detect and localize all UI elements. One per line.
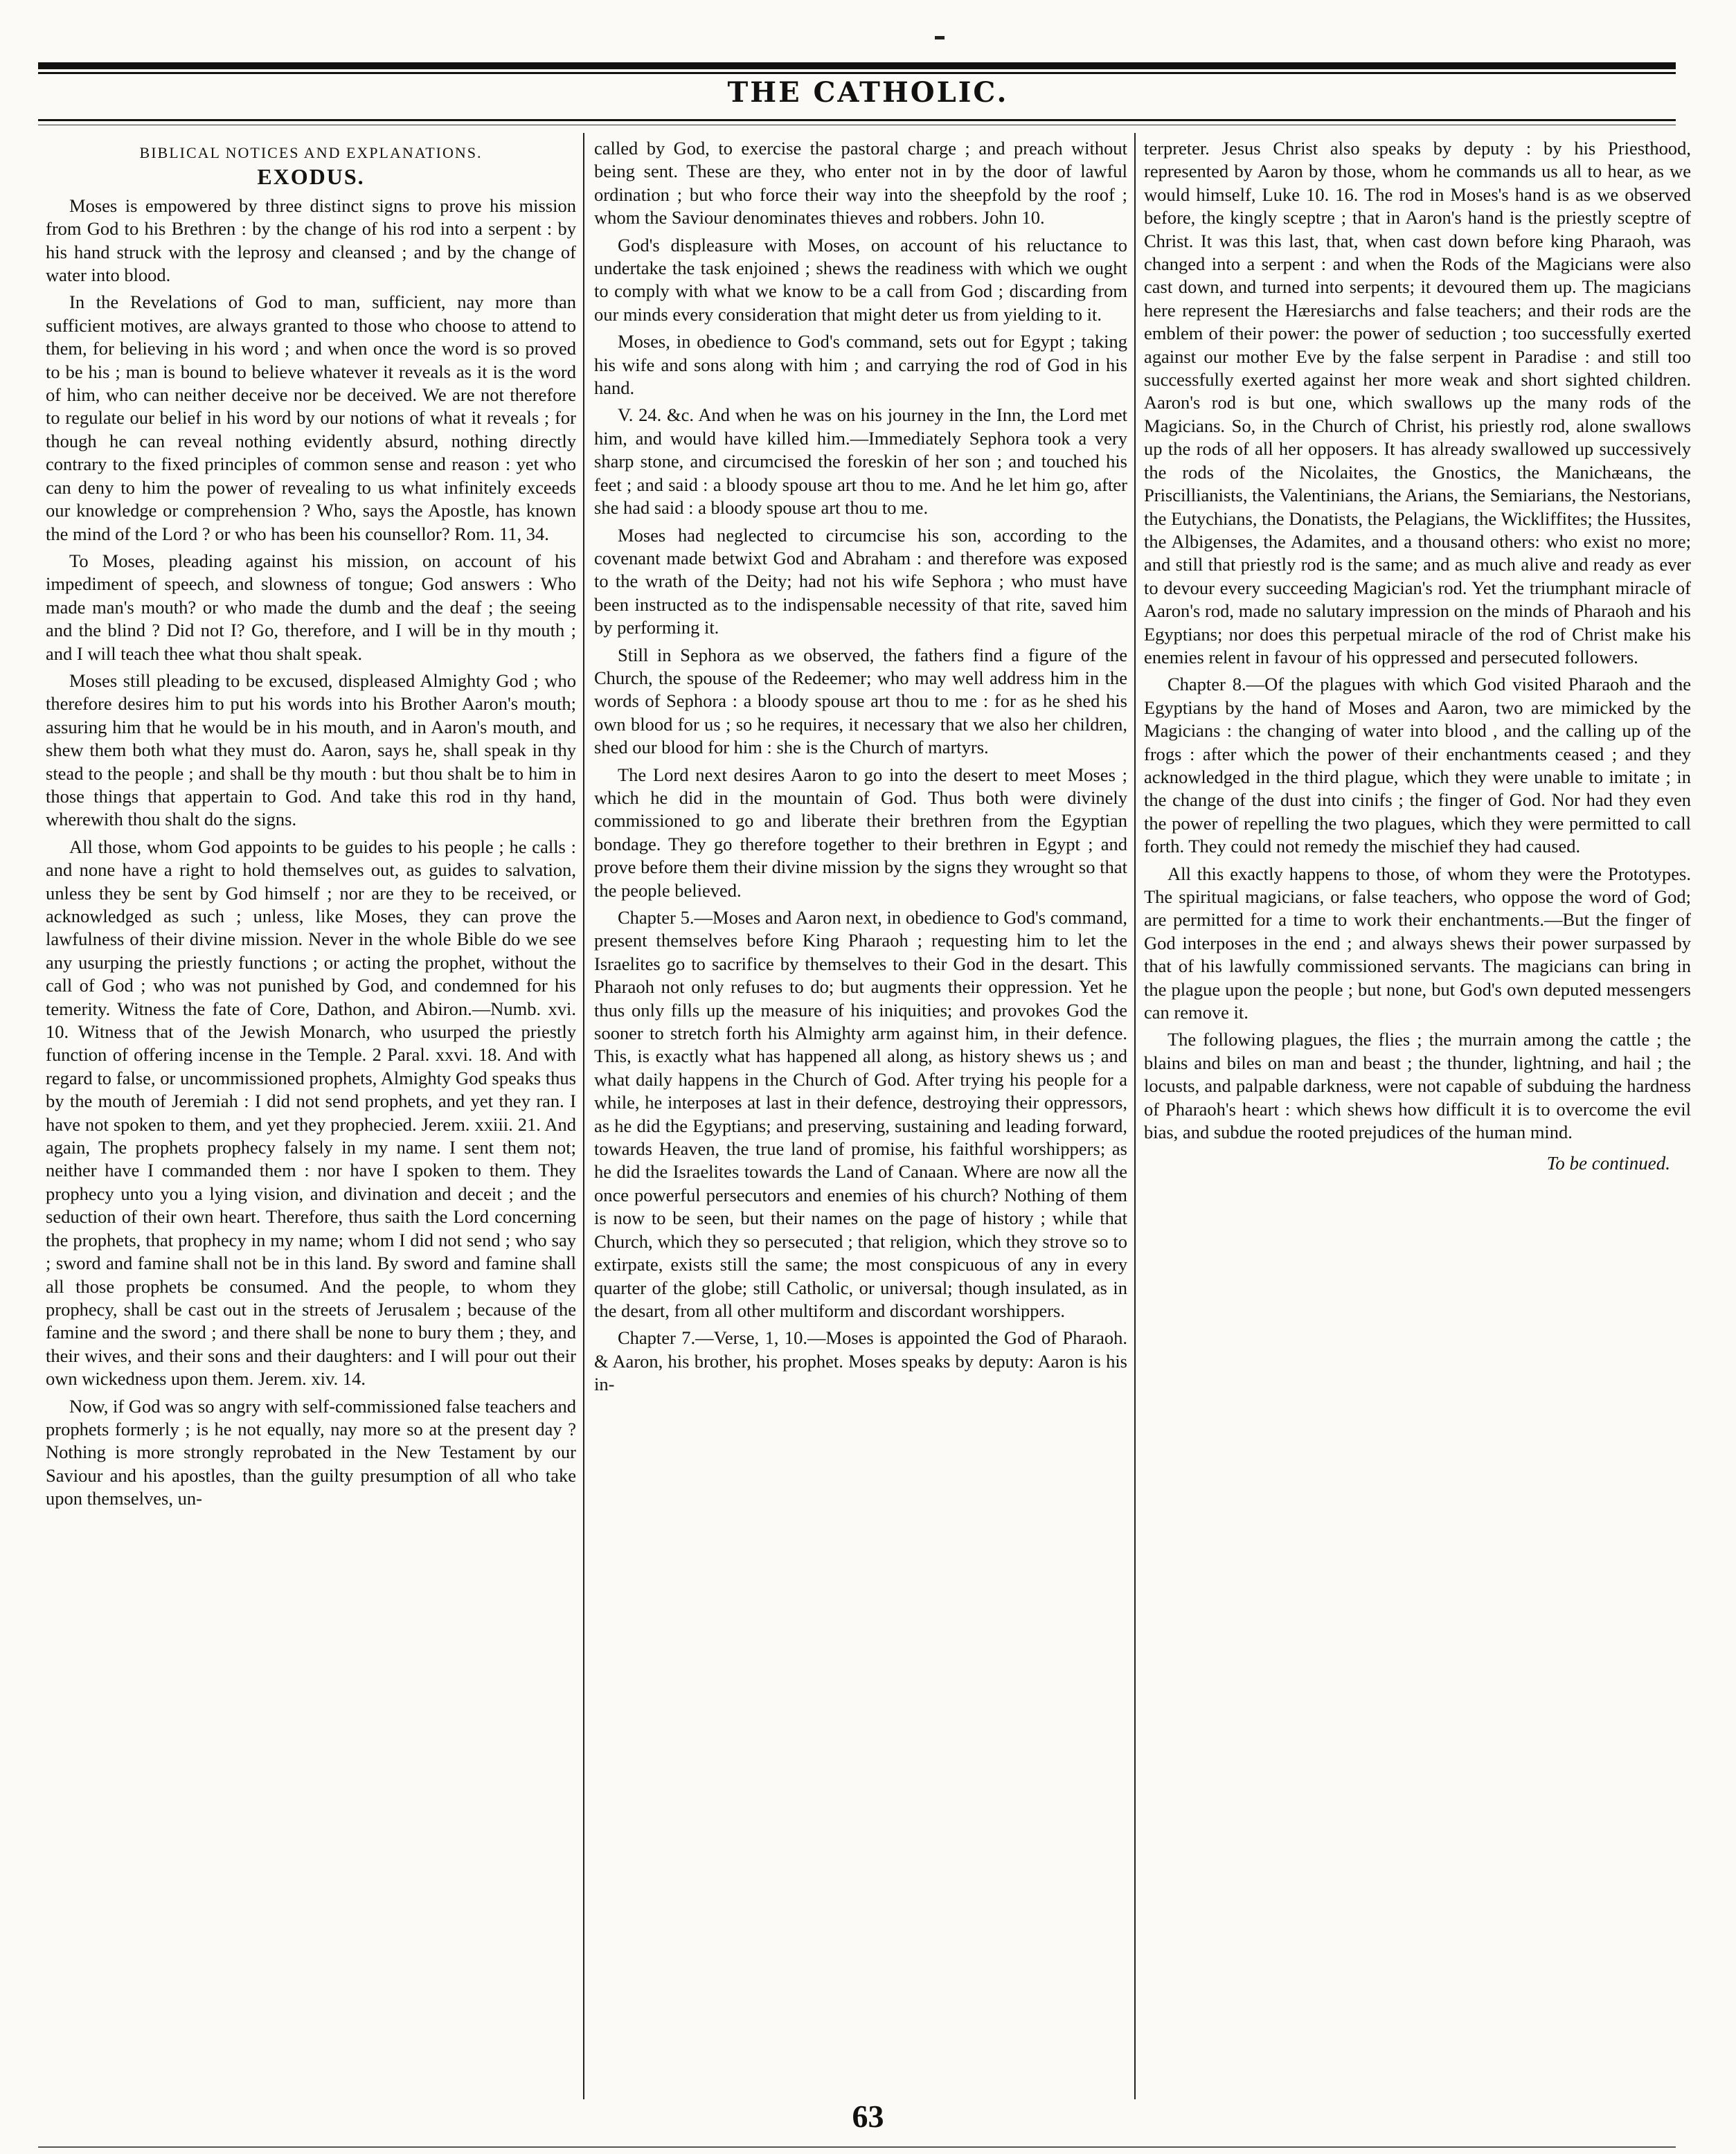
bottom-rule: [38, 2146, 1676, 2148]
paragraph: The following plagues, the flies ; the murrain among the cattle ; the blains and biles on man and beast ; the thunder, lightning, and hail ; the locusts, and palpable darkness, were not capable of subduing the hardness of Pharaoh's heart : which shews how difficult it is to overcome the evil bias, and subdue the rooted prejudices of the human mind.: [1144, 1029, 1691, 1143]
paragraph: Moses had neglected to circumcise his son, according to the covenant made betwixt God and Abraham : and therefore was exposed to the wrath of the Deity; had not his wife Sephora ; who must have been instructed as to the indispensable necessity of that rite, saved him by performing it.: [594, 524, 1127, 638]
paragraph: V. 24. &c. And when he was on his journey in the Inn, the Lord met him, and would have killed him.—Immediately Sephora took a very sharp stone, and circumcised the foreskin of her son ; and touched his feet ; and said : a bloody spouse art thou to me. And he let him go, after she had said : a bloody spouse art thou to me.: [594, 404, 1127, 519]
paragraph: All this exactly happens to those, of whom they were the Prototypes. The spiritual magicians, or false teachers, who oppose the word of God; are permitted for a time to work their enchantments.—But the finger of God interposes in the end ; and always shews their power surpassed by that of his lawfully commissioned servants. The magicians can bring in the plague upon the people ; but none, but God's own deputed messengers can remove it.: [1144, 863, 1691, 1023]
paragraph: Now, if God was so angry with self-commissioned false teachers and prophets formerly ; is he not equally, nay more so at the present day ? Nothing is more strongly reprobated in the New Testament by our Saviour and his apostles, than the guilty presumption of all who take upon themselves, un-: [46, 1395, 576, 1509]
continued-note: To be continued.: [1546, 1153, 1670, 1174]
top-ink-mark: [935, 36, 945, 39]
column-3: [1144, 137, 1691, 2097]
paragraph: Chapter 7.—Verse, 1, 10.—Moses is appointed the God of Pharaoh. & Aaron, his brother, his prophet. Moses speaks by deputy: Aaron is his in-: [594, 1327, 1127, 1395]
paragraph: terpreter. Jesus Christ also speaks by deputy : by his Priesthood, represented by Aaron by those, whom he commands us all to hear, as we would himself, Luke 10. 16. The rod in Moses's hand is as we observed before, the kingly sceptre ; that in Aaron's hand is the priestly sceptre of Christ. It was this last, that, when cast down before king Pharaoh, was changed into a serpent : and when the Rods of the Magicians were also cast down, and turned into serpents; it devoured them up. The magicians here represent the Hæresiarchs and false teachers; and their rods are the emblem of their power: the power of seduction ; too successfully exerted against our mother Eve by the false serpent in Paradise : and still too successfully exerted against her more weak and short sighted children. Aaron's rod is but one, which swallows up the many rods of the Magicians. So, in the Church of Christ, his priestly rod, alone swallows up the rods of all her opposers. It has already swallowed up successively the rods of the Nicolaites, the Gnostics, the Manichæans, the Priscillianists, the Valentinians, the Arians, the Semiarians, the Nestorians, the Eutychians, the Donatists, the Pelagians, the Wickliffites; the Hussites, the Albigenses, the Adamites, and a thousand others: who exist no more; and still that priestly rod is the same; and as much alive and ready as ever to devour every succeeding Magician's rod. Yet the triumphant miracle of Aaron's rod, made no salutary impression on the minds of Pharaoh and his Egyptians; nor does this perpetual miracle of the rod of Christ make his enemies relent in favour of his oppressed and persecuted followers.: [1144, 138, 1691, 667]
masthead-rule: [38, 119, 1676, 121]
paragraph: Chapter 8.—Of the plagues with which God visited Pharaoh and the Egyptians by the hand of Moses and Aaron, two are mimicked by the Magicians : the changing of water into blood , and the calling up of the frogs : after which the power of their enchantments ceased ; and they acknowledged in the third plague, which they were unable to imitate ; in the change of the dust into cinifs ; the finger of God. Nor had they even the power of repelling the two plagues, which they were permitted to call forth. They could not remedy the mischief they had caused.: [1144, 674, 1691, 857]
column-divider-1: [583, 133, 584, 2099]
column-2: [594, 137, 1127, 2097]
paragraph: All those, whom God appoints to be guides to his people ; he calls : and none have a right to hold themselves out, as guides to salvation, unless they be sent by God himself ; nor are they to be received, or acknowledged as such ; unless, like Moses, they can prove the lawfulness of their divine mission. Never in the whole Bible do we see any usurping the priestly functions ; or acting the prophet, without the call of God ; who was not punished by God, and condemned for his temerity. Witness the fate of Core, Dathon, and Abiron.—Numb. xvi. 10. Witness that of the Jewish Monarch, who usurped the priestly function of offering incense in the Temple. 2 Paral. xxvi. 18. And with regard to false, or uncommissioned prophets, Almighty God speaks thus by the mouth of Jeremiah : I did not send prophets, and yet they ran. I have not spoken to them, and yet they prophecied. Jerem. xxiii. 21. And again, The prophets prophecy falsely in my name. I sent them not; neither have I commanded them : nor have I spoken to them. They prophecy unto you a lying vision, and divination and deceit ; and the seduction of their own heart. Therefore, thus saith the Lord concerning the prophets, that prophecy in my name; whom I did not send ; who say ; sword and famine shall not be in this land. By sword and famine shall all those prophets be consumed. And the people, to whom they prophecy, shall be cast out in the streets of Jerusalem ; because of the famine and the sword ; and there shall be none to bury them ; they, and their wives, and their sons and their daughters: and I will pour out their own wickedness upon them. Jerem. xiv. 14.: [46, 836, 576, 1390]
paragraph: Still in Sephora as we observed, the fathers find a figure of the Church, the spouse of the Redeemer; who may well address him in the words of Sephora : a bloody spouse art thou to me : for as he shed his own blood for us ; so he requires, it necessary that we also her children, shed our blood for him : she is the Church of martyrs.: [594, 644, 1127, 758]
section-subheading: EXODUS.: [257, 164, 365, 190]
paragraph: Moses, in obedience to God's command, sets out for Egypt ; taking his wife and sons along with him ; and carrying the rod of God in his hand.: [594, 331, 1127, 399]
page-number: 63: [852, 2099, 884, 2134]
column-divider-2: [1134, 133, 1136, 2099]
paragraph: Moses still pleading to be excused, displeased Almighty God ; who therefore desires him to put his words into his Brother Aaron's mouth; assuring him that he would be in his mouth, and in Aaron's mouth, and shew them both what they must do. Aaron, says he, shall speak in thy stead to the people ; and shall be thy mouth : but thou shalt be to him in those things that appertain to God. And take this rod in thy hand, wherewith thou shalt do the signs.: [46, 670, 576, 830]
paragraph: The Lord next desires Aaron to go into the desert to meet Moses ; which he did in the mountain of God. Thus both were divinely commissioned to go and liberate their brethren from the Egyptian bondage. They go therefore together to their brethren in Egypt ; and prove before them their divine mission by the signs they wrought so that the people believed.: [594, 764, 1127, 901]
paragraph: To Moses, pleading against his mission, on account of his impediment of speech, and slowness of tongue; God answers : Who made man's mouth? or who made the dumb and the deaf ; the seeing and the blind ? Did not I? Go, therefore, and I will be in thy mouth ; and I will teach thee what thou shalt speak.: [46, 550, 576, 664]
paragraph: called by God, to exercise the pastoral charge ; and preach without being sent. These are they, who enter not in by the door of lawful ordination ; but who force their way into the sheepfold by the roof ; whom the Saviour denominates thieves and robbers. John 10.: [594, 138, 1127, 228]
top-thick-rule: [38, 62, 1676, 69]
section-heading: BIBLICAL NOTICES AND EXPLANATIONS.: [139, 144, 483, 161]
paragraph: In the Revelations of God to man, sufficient, nay more than sufficient motives, are always granted to those who choose to attend to them, for believing in his word ; and when once the word is so proved to be his ; man is bound to believe whatever it reveals as it is the word of him, who can neither deceive nor be deceived. We are not therefore to regulate our belief in his word by our notions of what it reveals ; for though he can reveal nothing evidently absurd, nothing directly contrary to the fixed principles of common sense and reason : yet who can deny to him the power of revealing to us what infinitely exceeds our knowledge or comprehension ? Who, says the Apostle, has known the mind of the Lord ? or who has been his counsellor? Rom. 11, 34.: [46, 291, 576, 544]
paragraph: God's displeasure with Moses, on account of his reluctance to undertake the task enjoined ; shews the readiness with which we ought to comply with what we know to be a call from God ; discarding from our minds every consideration that might deter us from yielding to it.: [594, 234, 1127, 325]
column-1: [46, 137, 576, 2097]
paragraph: Moses is empowered by three distinct signs to prove his mission from God to his Brethren : by the change of his rod into a serpent : by his hand struck with the leprosy and cleansed ; and by the change of water into blood.: [46, 195, 576, 286]
masthead-title: THE CATHOLIC.: [727, 76, 1009, 109]
top-thin-rule: [38, 72, 1676, 74]
paragraph: Chapter 5.—Moses and Aaron next, in obedience to God's command, present themselves before King Pharaoh ; requesting him to let the Israelites go to sacrifice by themselves to their God in the desart. This Pharaoh not only refuses to do; but augments their oppression. Yet he thus only fills up the measure of his iniquities; and provokes God the sooner to stretch forth his Almighty arm against him, in their defence. This, is exactly what has happened all along, as history shews us ; and what daily happens in the Church of God. After trying his people for a while, he interposes at last in their defence, destroying their oppressors, as he did the Egyptians; and preserving, sustaining and leading forward, towards Heaven, the true land of promise, his faithful worshippers; as he did the Israelites towards the Land of Canaan. Where are now all the once powerful persecutors and enemies of his church? Nothing of them is now to be seen, but their names on the page of history ; while that Church, which they so persecuted ; that religion, which they strove so to extirpate, exists still the same; the most conspicuous of any in every quarter of the globe; still Catholic, or universal; though insulated, as in the desart, from all other multiform and discordant worshippers.: [594, 907, 1127, 1321]
